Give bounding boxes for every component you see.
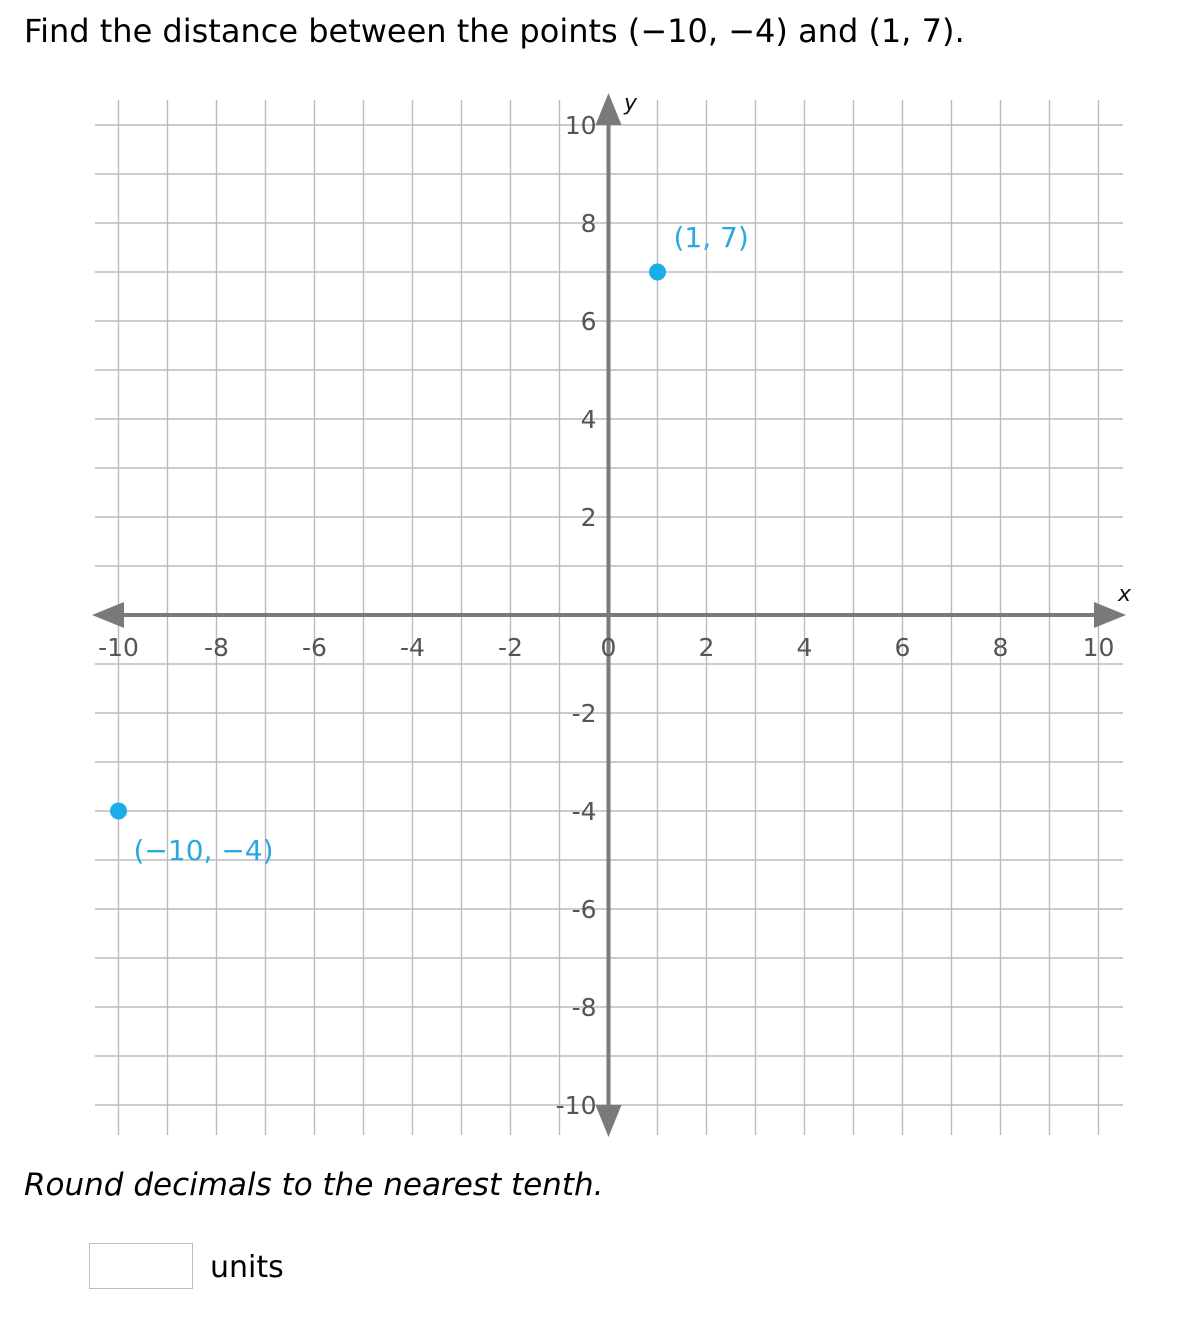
x-axis-label: x: [1118, 582, 1132, 607]
y-tick-label: 4: [580, 405, 597, 434]
y-tick-label: 8: [580, 209, 597, 238]
question-prefix: Find the distance between the points: [24, 12, 628, 50]
x-tick-label: -8: [204, 633, 229, 662]
question-connector: and: [787, 12, 869, 50]
x-tick-label: -6: [302, 633, 327, 662]
x-tick-label: 8: [992, 633, 1009, 662]
y-axis-label: y: [624, 91, 638, 116]
y-tick-label: -2: [571, 699, 597, 728]
data-point: [110, 803, 127, 820]
coordinate-graph: [0, 80, 1197, 1160]
y-tick-label: -8: [571, 993, 597, 1022]
x-axis-arrow-left: [92, 602, 124, 628]
x-tick-label: 4: [796, 633, 813, 662]
y-axis-arrow-down: [596, 1105, 622, 1137]
data-points: [110, 221, 749, 867]
x-tick-label: 0: [600, 633, 617, 662]
y-tick-label: 10: [564, 111, 597, 140]
x-tick-label: -4: [400, 633, 425, 662]
data-point: [649, 264, 666, 281]
data-point-label: (−10, −4): [133, 834, 274, 867]
units-label: units: [210, 1250, 284, 1285]
question-point-2: (1, 7): [868, 12, 955, 50]
question-suffix: .: [954, 12, 965, 50]
y-tick-label: -6: [571, 895, 597, 924]
y-tick-label: 2: [580, 503, 597, 532]
x-tick-label: 6: [894, 633, 911, 662]
instruction-text: Round decimals to the nearest tenth.: [24, 1167, 604, 1203]
x-tick-label: -10: [98, 633, 139, 662]
answer-input[interactable]: [89, 1243, 193, 1289]
y-tick-label: -10: [555, 1091, 597, 1120]
data-point-label: (1, 7): [673, 221, 749, 254]
question-point-1: (−10, −4): [627, 12, 788, 50]
x-tick-label: 2: [698, 633, 715, 662]
x-tick-label: -2: [498, 633, 523, 662]
y-tick-label: -4: [571, 797, 597, 826]
x-tick-label: 10: [1082, 633, 1115, 662]
y-tick-label: 6: [580, 307, 597, 336]
axes: [92, 93, 1126, 1137]
question-text: [24, 12, 965, 50]
y-axis-arrow-up: [596, 93, 622, 125]
